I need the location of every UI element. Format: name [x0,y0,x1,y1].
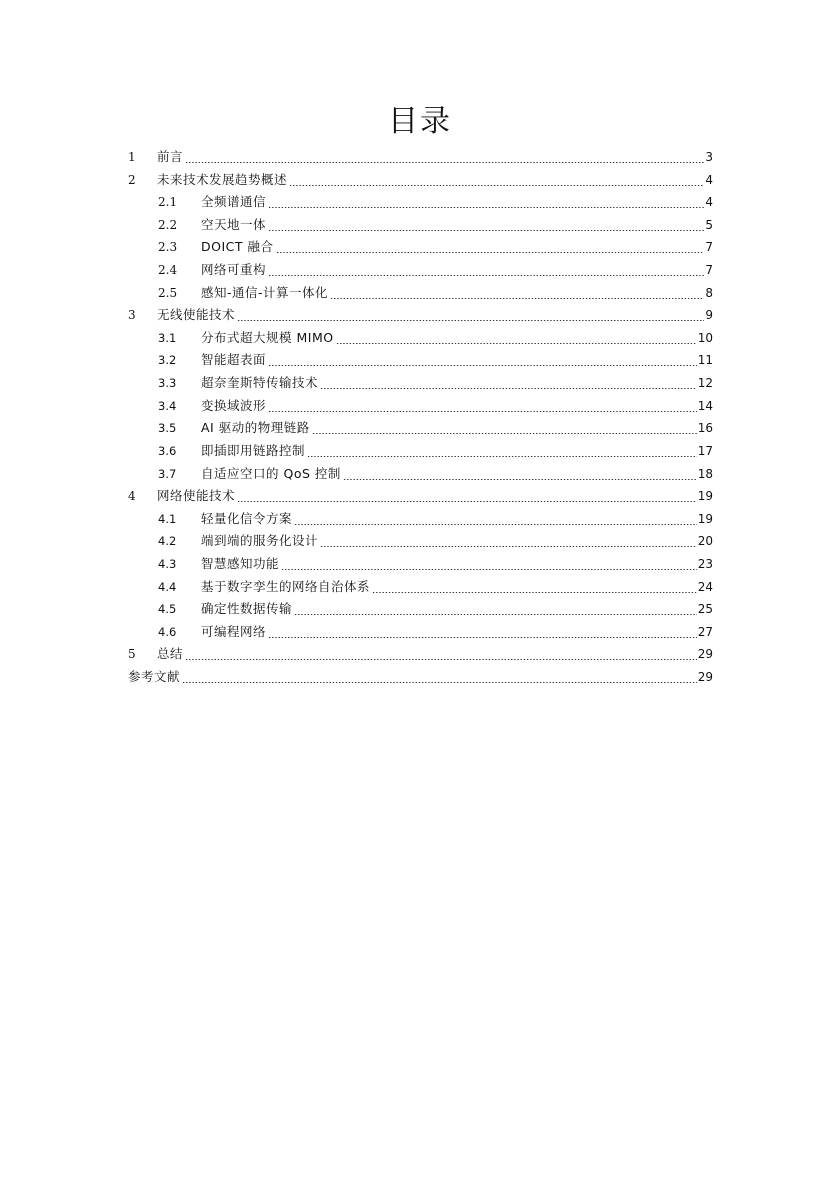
toc-entry-title: 全频谱通信 [201,194,267,210]
toc-entry-title: 变换域波形 [201,397,267,413]
toc-entry[interactable] [0,214,840,237]
dot-leader [268,214,704,236]
toc-entry[interactable] [0,191,840,214]
toc-entry[interactable] [0,463,840,486]
toc-entry-line [201,553,713,575]
dot-leader [182,666,697,688]
toc-entry-line [157,169,713,191]
toc-entry[interactable] [0,146,840,169]
toc-entry-line [201,463,713,485]
toc-entry-page-number: 10 [697,330,713,345]
toc-entry-number: 2.2 [158,217,178,232]
dot-leader [294,598,697,620]
toc-entry-line [201,191,713,213]
toc-title: 目录 [388,104,452,139]
toc-entry-page-number: 18 [697,466,713,481]
dot-leader [320,530,697,552]
toc-entry-page-number: 9 [705,308,713,323]
toc-entry-page-number: 17 [697,443,713,458]
toc-entry-line [157,643,713,665]
toc-entry-line [157,304,713,326]
toc-entry-title: 智慧感知功能 [201,555,280,571]
toc-entry-page-number: 20 [697,534,713,549]
dot-leader [237,304,704,326]
toc-entry-title: 分布式超大规模 MIMO [201,329,334,345]
toc-entry-number: 3.4 [158,398,177,413]
toc-entry-page-number: 3 [705,150,713,164]
dot-leader [336,327,697,349]
toc-entry[interactable] [0,417,840,440]
toc-entry-line [201,349,713,371]
toc-entry-page-number: 8 [705,285,713,300]
toc-entry-title: 端到端的服务化设计 [201,533,319,549]
toc-entry[interactable] [0,327,840,350]
toc-entry-title: AI 驱动的物理链路 [201,420,310,436]
toc-entry-number: 2.3 [158,240,178,255]
toc-entry-title: 无线使能技术 [157,307,236,323]
dot-leader [294,508,697,530]
dot-leader [185,643,697,665]
toc-entry[interactable] [0,485,840,508]
toc-entry-page-number: 12 [697,376,713,391]
toc-entry-title: 超奈奎斯特传输技术 [201,375,319,391]
toc-entry-title: 自适应空口的 QoS 控制 [201,465,341,481]
toc-list [0,146,840,689]
toc-entry-number: 4.3 [158,556,177,571]
toc-entry-page-number: 7 [705,240,713,255]
toc-entry-page-number: 4 [705,195,713,210]
toc-entry-page-number: 19 [697,489,713,504]
toc-entry-line [201,530,713,552]
toc-entry[interactable] [0,259,840,282]
toc-entry-page-number: 25 [697,602,713,617]
dot-leader [320,372,697,394]
toc-entry-line [201,621,713,643]
toc-entry[interactable] [0,395,840,418]
toc-entry-title: 总结 [157,646,184,662]
toc-entry[interactable] [0,282,840,305]
toc-entry-page-number: 11 [697,353,713,368]
toc-entry-page-number: 29 [697,670,713,685]
toc-entry-number: 4.6 [158,624,177,639]
toc-entry-page-number: 4 [705,172,713,187]
toc-entry-number: 4.5 [158,602,177,617]
toc-entry-line [201,259,713,281]
toc-entry-number: 4.2 [158,534,177,549]
toc-entry-number: 3.2 [158,353,177,368]
toc-entry-title: 智能超表面 [201,352,267,368]
toc-entry-number: 3 [128,308,136,323]
dot-leader [343,463,697,485]
toc-entry-line [201,576,713,598]
toc-entry-number: 4 [128,489,136,504]
toc-entry-number: 3.3 [158,376,177,391]
toc-entry-number: 2.4 [158,263,178,278]
toc-entry-title: 感知-通信-计算一体化 [201,284,329,300]
toc-entry[interactable] [0,440,840,463]
toc-entry-title: 即插即用链路控制 [201,442,306,458]
toc-entry-line [201,440,713,462]
toc-entry[interactable] [0,621,840,644]
dot-leader [281,553,697,575]
toc-entry-title: 可编程网络 [201,623,267,639]
toc-entry[interactable] [0,372,840,395]
toc-entry-number: 2 [128,172,136,187]
toc-entry-line [128,666,713,688]
toc-entry-page-number: 7 [705,263,713,278]
dot-leader [289,169,704,191]
dot-leader [312,417,697,439]
toc-entry[interactable] [0,304,840,327]
dot-leader [330,282,704,304]
toc-entry-line [201,395,713,417]
toc-entry-number: 4.4 [158,579,177,594]
dot-leader [276,236,705,258]
toc-entry-title: 网络可重构 [201,262,267,278]
toc-entry-page-number: 14 [697,398,713,413]
dot-leader [185,146,704,168]
toc-entry-page-number: 24 [697,579,713,594]
dot-leader [237,485,697,507]
toc-entry-page-number: 29 [697,647,713,662]
toc-entry-line [201,598,713,620]
toc-entry-number: 2.1 [158,195,178,210]
toc-entry-number: 3.5 [158,421,177,436]
toc-entry-line [157,485,713,507]
toc-entry-number: 5 [128,647,136,662]
toc-entry-number: 3.1 [158,330,177,345]
toc-entry-page-number: 23 [697,556,713,571]
dot-leader [268,621,697,643]
toc-entry[interactable] [0,508,840,531]
toc-entry-title: 网络使能技术 [157,488,236,504]
toc-entry-page-number: 27 [697,624,713,639]
toc-entry-title: 基于数字孪生的网络自治体系 [201,578,371,594]
toc-entry[interactable] [0,530,840,553]
toc-entry-title: 未来技术发展趋势概述 [157,171,288,187]
toc-entry-line [201,327,713,349]
toc-entry-number: 1 [128,150,136,164]
toc-entry-page-number: 5 [705,217,713,232]
toc-entry-page-number: 16 [697,421,713,436]
toc-entry[interactable] [0,666,840,689]
toc-entry-number: 3.6 [158,443,177,458]
toc-entry[interactable] [0,169,840,192]
toc-entry-line [201,282,713,304]
dot-leader [307,440,697,462]
toc-entry-line [157,146,713,168]
toc-entry-line [201,417,713,439]
dot-leader [268,349,697,371]
toc-entry-title: 轻量化信令方案 [201,510,293,526]
dot-leader [372,576,697,598]
dot-leader [268,259,704,281]
toc-entry-page-number: 19 [697,511,713,526]
toc-entry[interactable] [0,598,840,621]
toc-entry-number: 3.7 [158,466,177,481]
toc-entry-line [201,236,713,258]
dot-leader [268,395,697,417]
toc-entry-title: 确定性数据传输 [201,601,293,617]
toc-entry-title: 前言 [157,149,184,164]
toc-entry-line [201,508,713,530]
toc-entry[interactable] [0,349,840,372]
toc-entry[interactable] [0,643,840,666]
toc-entry[interactable] [0,236,840,259]
toc-entry-line [201,372,713,394]
toc-entry-title: 参考文献 [128,669,181,685]
toc-entry-title: DOICT 融合 [201,239,274,255]
toc-entry-number: 2.5 [158,285,178,300]
toc-entry-number: 4.1 [158,511,177,526]
toc-entry-title: 空天地一体 [201,216,267,232]
toc-entry[interactable] [0,553,840,576]
toc-entry[interactable] [0,576,840,599]
toc-entry-line [201,214,713,236]
dot-leader [268,191,704,213]
